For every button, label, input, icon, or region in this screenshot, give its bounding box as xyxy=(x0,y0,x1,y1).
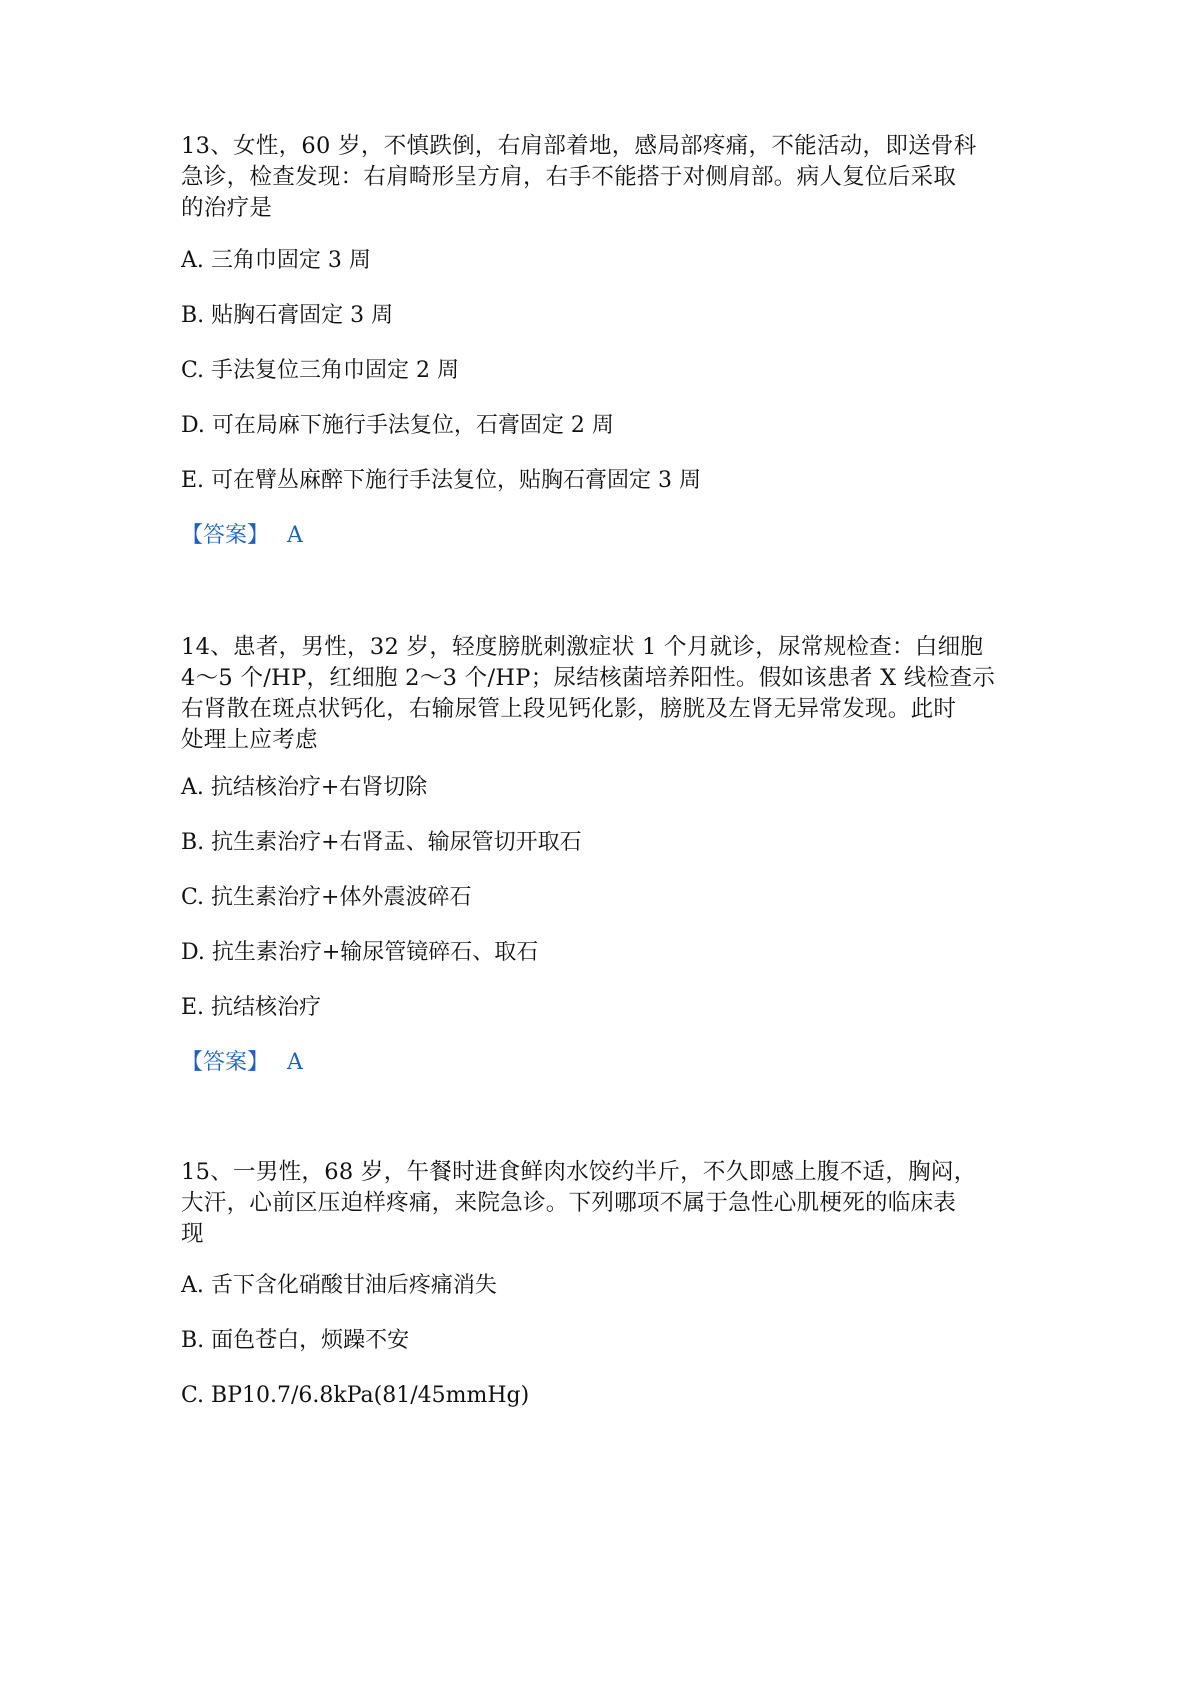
question-15-stem-line: 15、一男性，68 岁，午餐时进食鲜肉水饺约半斤，不久即感上腹不适，胸闷， xyxy=(181,1159,977,1185)
question-14-stem-line: 4～5 个/HP，红细胞 2～3 个/HP；尿结核菌培养阳性。假如该患者 X 线检查示 xyxy=(181,665,996,691)
question-15-option-b: B. 面色苍白，烦躁不安 xyxy=(181,1328,410,1353)
question-13-stem-line: 的治疗是 xyxy=(181,195,273,221)
question-14-option-d: D. 抗生素治疗+输尿管镜碎石、取石 xyxy=(181,940,539,965)
answer-value: A xyxy=(287,1050,303,1075)
question-13-stem-line: 急诊，检查发现：右肩畸形呈方肩，右手不能搭于对侧肩部。病人复位后采取 xyxy=(181,164,957,190)
question-15-option-c: C. BP10.7/6.8kPa(81/45mmHg) xyxy=(181,1383,530,1408)
question-14-stem-line: 右肾散在斑点状钙化，右输尿管上段见钙化影，膀胱及左肾无异常发现。此时 xyxy=(181,696,957,722)
question-14-option-b: B. 抗生素治疗+右肾盂、输尿管切开取石 xyxy=(181,830,582,855)
question-14-option-c: C. 抗生素治疗+体外震波碎石 xyxy=(181,885,472,910)
answer-label: 【答案】 xyxy=(181,1050,270,1075)
question-13-stem xyxy=(181,131,1011,224)
question-13-option-a: A. 三角巾固定 3 周 xyxy=(181,248,371,273)
question-15-option-a: A. 舌下含化硝酸甘油后疼痛消失 xyxy=(181,1273,497,1298)
answer-label: 【答案】 xyxy=(181,523,270,548)
question-14-stem-line: 14、患者，男性，32 岁，轻度膀胱刺激症状 1 个月就诊，尿常规检查：白细胞 xyxy=(181,634,984,660)
question-15-stem xyxy=(181,1157,1011,1250)
answer-value: A xyxy=(287,523,303,548)
question-13-option-d: D. 可在局麻下施行手法复位，石膏固定 2 周 xyxy=(181,413,614,438)
question-14-stem-line: 处理上应考虑 xyxy=(181,727,318,753)
question-13-option-e: E. 可在臂丛麻醉下施行手法复位，贴胸石膏固定 3 周 xyxy=(181,468,702,493)
question-14-option-e: E. 抗结核治疗 xyxy=(181,995,322,1020)
question-13-answer xyxy=(181,522,303,550)
question-14-answer xyxy=(181,1049,303,1077)
question-14-option-a: A. 抗结核治疗+右肾切除 xyxy=(181,775,428,800)
question-15-stem-line: 大汗，心前区压迫样疼痛，来院急诊。下列哪项不属于急性心肌梗死的临床表 xyxy=(181,1190,957,1216)
question-13-option-c: C. 手法复位三角巾固定 2 周 xyxy=(181,358,460,383)
question-14-stem xyxy=(181,632,1011,756)
question-15-stem-line: 现 xyxy=(181,1221,204,1247)
question-13-stem-line: 13、女性，60 岁，不慎跌倒，右肩部着地，感局部疼痛，不能活动，即送骨科 xyxy=(181,133,977,159)
question-13-option-b: B. 贴胸石膏固定 3 周 xyxy=(181,303,394,328)
